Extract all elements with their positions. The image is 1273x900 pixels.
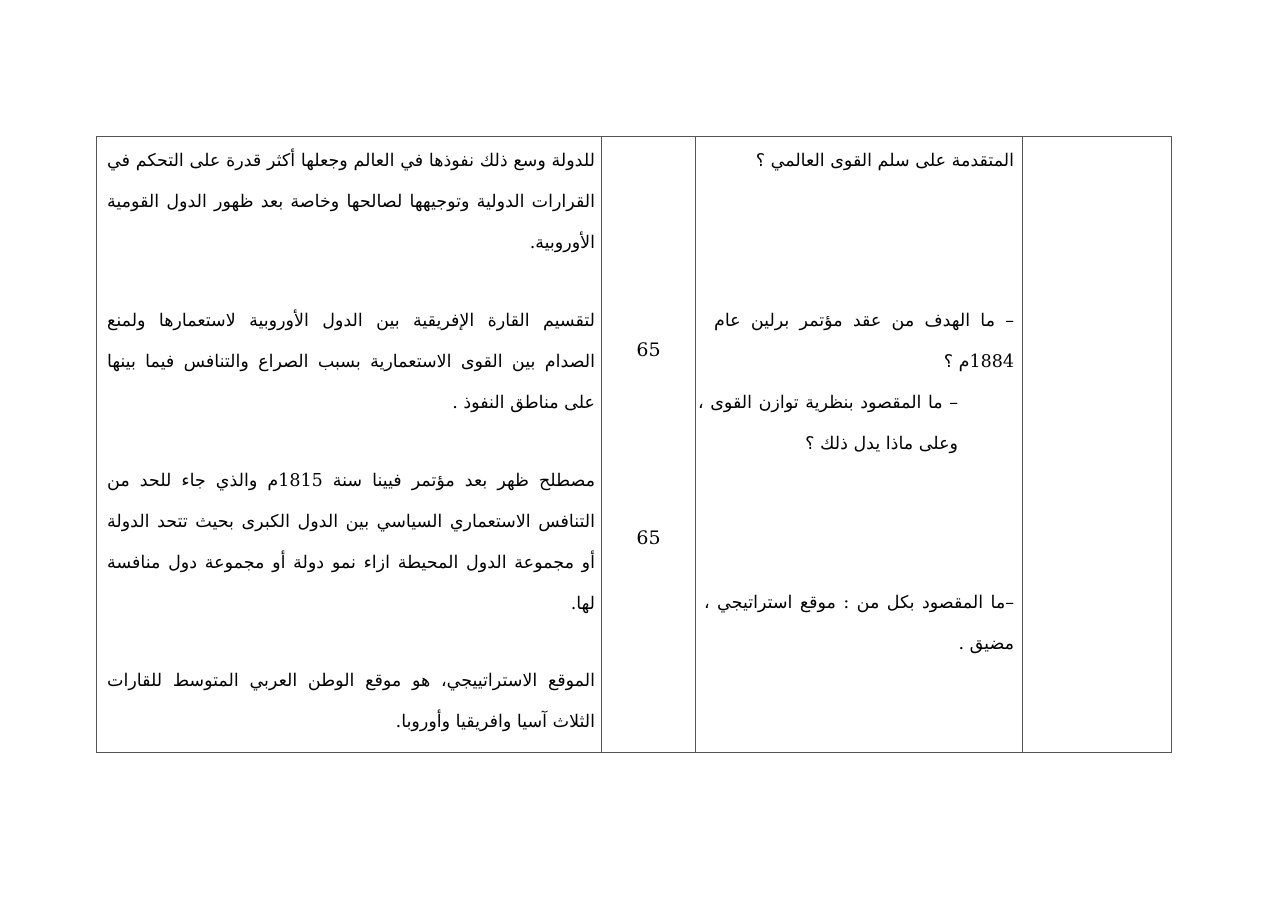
table-column-page (601, 137, 695, 752)
question-text-3: – ما المقصود بنظرية توازن القوى ، وعلى ماذا يدل ذلك ؟ (698, 393, 958, 454)
answer-text-2: لتقسيم القارة الإفريقية بين الدول الأوروبية لاستعمارها ولمنع الصدام بين القوى الاستعمارية بسبب الصراع والتنافس فيما بينها على مناطق النفوذ . (107, 311, 595, 413)
answer-text-3: مصطلح ظهر بعد مؤتمر فيينا سنة 1815م والذي جاء للحد من التنافس الاستعماري السياسي بين الدول الكبرى بحيث تتحد الدولة أو مجموعة الدول المحيطة ازاء نمو دولة أو مجموعة دول منافسة لها. (107, 471, 596, 614)
question-text-4: –ما المقصود بكل من : موقع استراتيجي ، مضيق . (704, 593, 1014, 654)
questions-table (96, 136, 1172, 753)
page-number-1: 65 (636, 339, 661, 361)
answer-text-1: للدولة وسع ذلك نفوذها في العالم وجعلها أكثر قدرة على التحكم في القرارات الدولية وتوجيهها لصالحها وخاصة بعد ظهور الدول القومية الأوروبية. (107, 151, 595, 253)
page-number-2: 65 (636, 527, 661, 549)
answer-text-4: الموقع الاستراتييجي، هو موقع الوطن العربي المتوسط للقارات الثلاث آسيا وافريقيا وأوروبا. (107, 671, 595, 732)
table-column-empty (1022, 137, 1173, 752)
question-text-2: – ما الهدف من عقد مؤتمر برلين عام 1884م ؟ (714, 311, 1014, 372)
table-column-questions (695, 137, 1022, 752)
question-text-1: المتقدمة على سلم القوى العالمي ؟ (755, 151, 1014, 171)
table-column-answers (97, 137, 601, 752)
